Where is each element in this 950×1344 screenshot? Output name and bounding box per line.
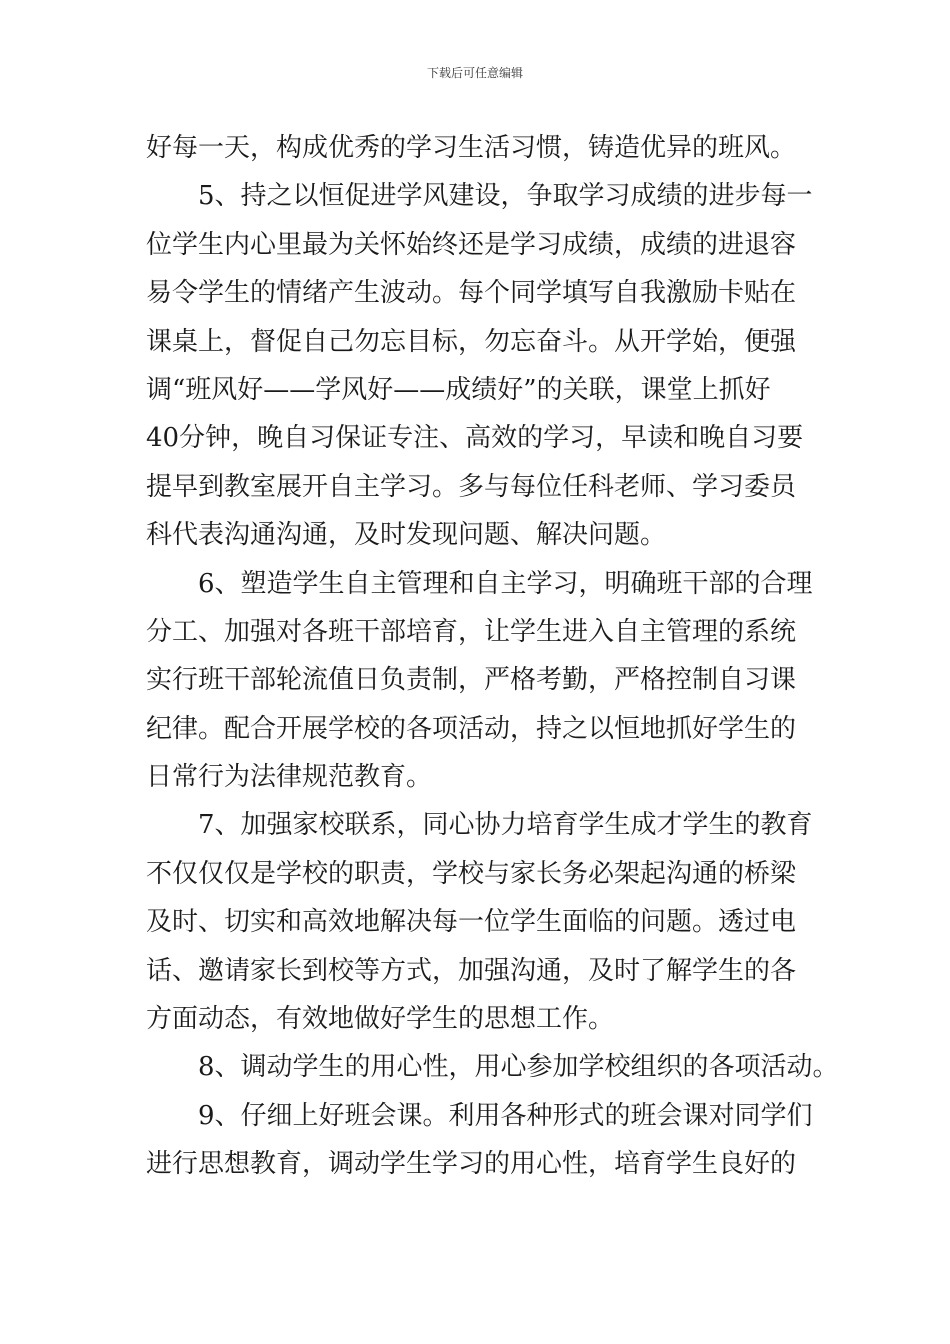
text-line: 提早到教室展开自主学习。多与每位任科老师、学习委员 <box>146 471 797 502</box>
text-line: 不仅仅仅是学校的职责，学校与家长务必架起沟通的桥梁 <box>146 858 797 889</box>
text-line: 好每一天，构成优秀的学习生活习惯，铸造优异的班风。 <box>146 133 797 163</box>
text-line: 话、邀请家长到校等方式，加强沟通，及时了解学生的各 <box>146 955 797 986</box>
text-line: 进行思想教育，调动学生学习的用心性，培育学生良好的 <box>146 1149 797 1180</box>
text-line: 易令学生的情绪产生波动。每个同学填写自我激励卡贴在 <box>146 278 797 309</box>
text-line: 日常行为法律规范教育。 <box>146 762 433 793</box>
text-line: 方面动态，有效地做好学生的思想工作。 <box>146 1004 615 1035</box>
text-line: 8、调动学生的用心性，用心参加学校组织的各项活动。 <box>198 1052 839 1083</box>
text-line: 及时、切实和高效地解决每一位学生面临的问题。透过电 <box>146 907 797 938</box>
text-line: 6、塑造学生自主管理和自主学习，明确班干部的合理 <box>198 568 813 599</box>
text-line: 课桌上，督促自己勿忘目标，勿忘奋斗。从开学始，便强 <box>146 326 797 357</box>
document-body <box>146 128 839 1193</box>
text-line: 实行班干部轮流值日负责制，严格考勤，严格控制自习课 <box>146 665 797 696</box>
text-line: 分工、加强对各班干部培育，让学生进入自主管理的系统 <box>146 616 797 647</box>
text-line: 纪律。配合开展学校的各项活动，持之以恒地抓好学生的 <box>146 713 797 744</box>
text-line: 7、加强家校联系，同心协力培育学生成才学生的教育 <box>198 810 813 841</box>
page-header: 下载后可任意编辑 <box>426 66 523 80</box>
text-line: 科代表沟通沟通，及时发现问题、解决问题。 <box>146 520 667 551</box>
text-line: 5、持之以恒促进学风建设，争取学习成绩的进步每一 <box>198 181 813 212</box>
text-line: 40分钟，晚自习保证专注、高效的学习，早读和晚自习要 <box>146 423 804 454</box>
text-line: 调“班风好——学风好——成绩好”的关联，课堂上抓好 <box>146 374 771 405</box>
text-line: 位学生内心里最为关怀始终还是学习成绩，成绩的进退容 <box>146 229 797 260</box>
text-line: 9、仔细上好班会课。利用各种形式的班会课对同学们 <box>198 1100 813 1131</box>
